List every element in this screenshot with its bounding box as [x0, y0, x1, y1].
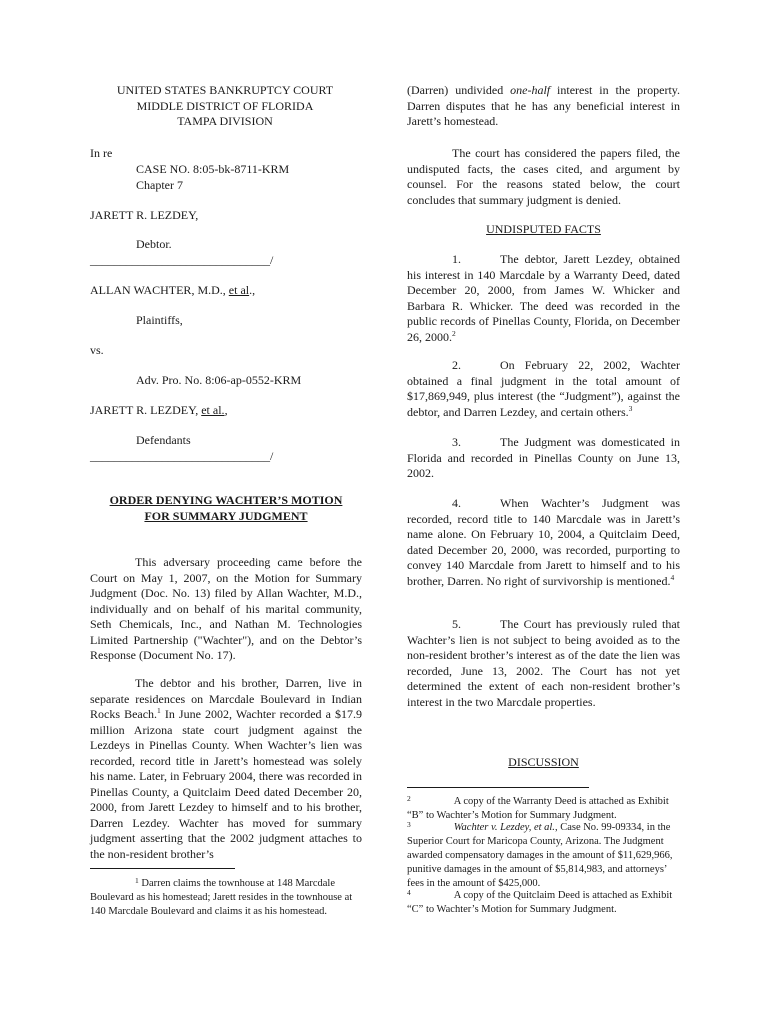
plaintiff-etal: et al: [228, 283, 250, 297]
fact-4-number: 4.: [452, 496, 461, 510]
paragraph-background-text-a: The debtor and his brother, Darren, live in separate residences on Marcdale Boulevard in Indian Rocks Beach.: [90, 676, 362, 721]
footnote-4: [407, 889, 680, 917]
footnote-1: [90, 877, 362, 919]
fact-4-text: When Wachter’s Judgment was recorded, record title to 140 Marcdale was in Jarett’s name alone. On February 10, 2004, a Quitclaim Deed, dated December 20, 2000, was recorded, purporting to convey 140 Marcdale from Jarett to himself and to his brother, Darren. No right of survivorship is mentioned.: [407, 496, 680, 588]
caption-rule-1: ______________________________/: [90, 253, 274, 267]
footnote-ref-3: 3: [628, 403, 633, 413]
footnote-ref-4: 4: [670, 572, 675, 582]
fact-4: [407, 496, 680, 589]
plaintiff-name: [90, 283, 255, 299]
plaintiff-role: Plaintiffs,: [136, 313, 183, 327]
footnote-3-number: 3: [407, 820, 411, 829]
debtor-role: Debtor.: [136, 237, 172, 251]
footnote-1-text: Darren claims the townhouse at 148 Marcdale Boulevard as his homestead; Jarett resides in the townhouse at 140 Marcdale Boulevard and claims it as his homestead.: [90, 878, 353, 917]
plaintiff-tail: .,: [249, 283, 256, 297]
fact-2-number: 2.: [452, 358, 461, 372]
footnote-ref-2: 2: [452, 328, 456, 338]
in-re-label: In re: [90, 146, 113, 160]
adversary-number: Adv. Pro. No. 8:06-ap-0552-KRM: [136, 373, 302, 387]
fact-3-text: The Judgment was domesticated in Florida and recorded in Pinellas County on June 13, 2002.: [407, 435, 680, 480]
fact-2: [407, 358, 680, 420]
footnote-3: [407, 821, 680, 891]
debtor-name: JARETT R. LEZDEY,: [90, 208, 199, 222]
court-division: TAMPA DIVISION: [177, 114, 273, 128]
footnote-2: [407, 795, 680, 823]
order-title-line-2: FOR SUMMARY JUDGMENT: [144, 508, 308, 523]
fact-5-text: The Court has previously ruled that Wachter’s lien is not subject to being avoided as to the non-resident brother’s interest as of the date the lien was recorded, June 13, 2002. The Court has not yet determined the extent of each non-resident brother’s interest in the two Marcdale properties.: [407, 617, 680, 709]
paragraph-court-considered-text: The court has considered the papers filed, the undisputed facts, the cases cited, and argument by counsel. For the reasons stated below, the court concludes that summary judgment is denied.: [407, 146, 680, 207]
fact-1: [407, 252, 680, 345]
paragraph-court-considered: [407, 146, 680, 208]
caption-rule-2: ______________________________/: [90, 449, 274, 463]
footnote-4-number: 4: [407, 888, 411, 897]
fact-5-number: 5.: [452, 617, 461, 631]
paragraph-intro-text: This adversary proceeding came before the Court on May 1, 2007, on the Motion for Summary Judgment (Doc. No. 13) filed by Allan Wachter, M.D., individually and on behalf of his marital community, Seth Chemicals, Inc., and Nathan M. Technologies Limited Partnership ("Wachter"), and on the Debtor’s Response (Document No. 17).: [90, 555, 362, 662]
paragraph-background: [90, 676, 362, 862]
fact-1-number: 1.: [452, 252, 461, 266]
footnote-2-number: 2: [407, 794, 411, 803]
paragraph-intro: [90, 555, 362, 664]
footnote-divider-right: [407, 787, 589, 788]
footnote-ref-1: 1: [157, 706, 161, 715]
footnote-4-text: A copy of the Quitclaim Deed is attached as Exhibit “C” to Wachter’s Motion for Summary Judgment.: [407, 890, 673, 915]
continuation-text-a: (Darren) undivided: [407, 83, 511, 97]
defendant-role: Defendants: [136, 433, 191, 447]
fact-3: [407, 435, 680, 482]
defendant-name: [90, 403, 228, 419]
fact-3-number: 3.: [452, 435, 461, 449]
footnote-2-text: A copy of the Warranty Deed is attached as Exhibit “B” to Wachter’s Motion for Summary Judgment.: [407, 796, 669, 821]
paragraph-continuation: [407, 83, 680, 130]
paragraph-background-text-b: In June 2002, Wachter recorded a $17.9 million Arizona state court judgment against the Lezdeys in Pinellas County. When Wachter’s lien was recorded, record title in Jarett’s homestead was solely his name. Later, in February 2004, there was recorded in Pinellas County, a Quitclaim Deed dated December 20, 2000, from Jarett Lezdey to himself and to his brother, Darren Lezdey. Wachter has moved for summary judgment asserting that the 2002 judgment attaches to the non-resident brother’s: [90, 707, 362, 861]
order-title-line-1: ORDER DENYING WACHTER’S MOTION: [109, 493, 343, 507]
fact-2-text: On February 22, 2002, Wachter obtained a final judgment in the total amount of $17,869,949, plus interest (the “Judgment”), against the debtor, and Darren Lezdey, and certain others.: [407, 358, 680, 419]
court-district: MIDDLE DISTRICT OF FLORIDA: [136, 98, 314, 113]
case-number: CASE NO. 8:05-bk-8711-KRM: [136, 162, 290, 176]
footnote-3-case-name: Wachter v. Lezdey, et al.: [453, 822, 555, 833]
court-heading: [90, 83, 360, 130]
continuation-italic: one-half: [510, 83, 551, 97]
footnote-1-number: 1: [135, 876, 139, 885]
versus-label: vs.: [90, 343, 104, 357]
plaintiff-name-text: ALLAN WACHTER, M.D.,: [90, 283, 229, 297]
footnote-3-text: , Case No. 99-09334, in the Superior Court for Maricopa County, Arizona. The Judgment awarded compensatory damages in the amount of $11,629,966, punitive damages in the amount of $5,814,983, and attorneys’ fees in the amount of $425,000.: [407, 822, 673, 889]
order-title: [90, 493, 362, 524]
heading-undisputed-facts: UNDISPUTED FACTS: [486, 222, 601, 236]
fact-5: [407, 617, 680, 710]
fact-1-text: The debtor, Jarett Lezdey, obtained his interest in 140 Marcdale by a Warranty Deed, dated December 20, 2000, from James W. Whicker and Barbara R. Whicker. The deed was recorded in the public records of Pinellas County, Florida, on December 26, 2000.: [407, 252, 680, 344]
defendant-name-text: JARETT R. LEZDEY,: [90, 403, 202, 417]
court-name: UNITED STATES BANKRUPTCY COURT: [116, 83, 334, 97]
continuation-text-b: interest in the property. Darren disputes that he has any beneficial interest in Jarett’s homestead.: [407, 83, 681, 128]
defendant-etal: et al.: [201, 403, 225, 417]
defendant-tail: ,: [224, 403, 228, 417]
heading-discussion: DISCUSSION: [508, 755, 579, 769]
chapter-label: Chapter 7: [136, 178, 183, 192]
footnote-divider-left: [90, 868, 235, 869]
